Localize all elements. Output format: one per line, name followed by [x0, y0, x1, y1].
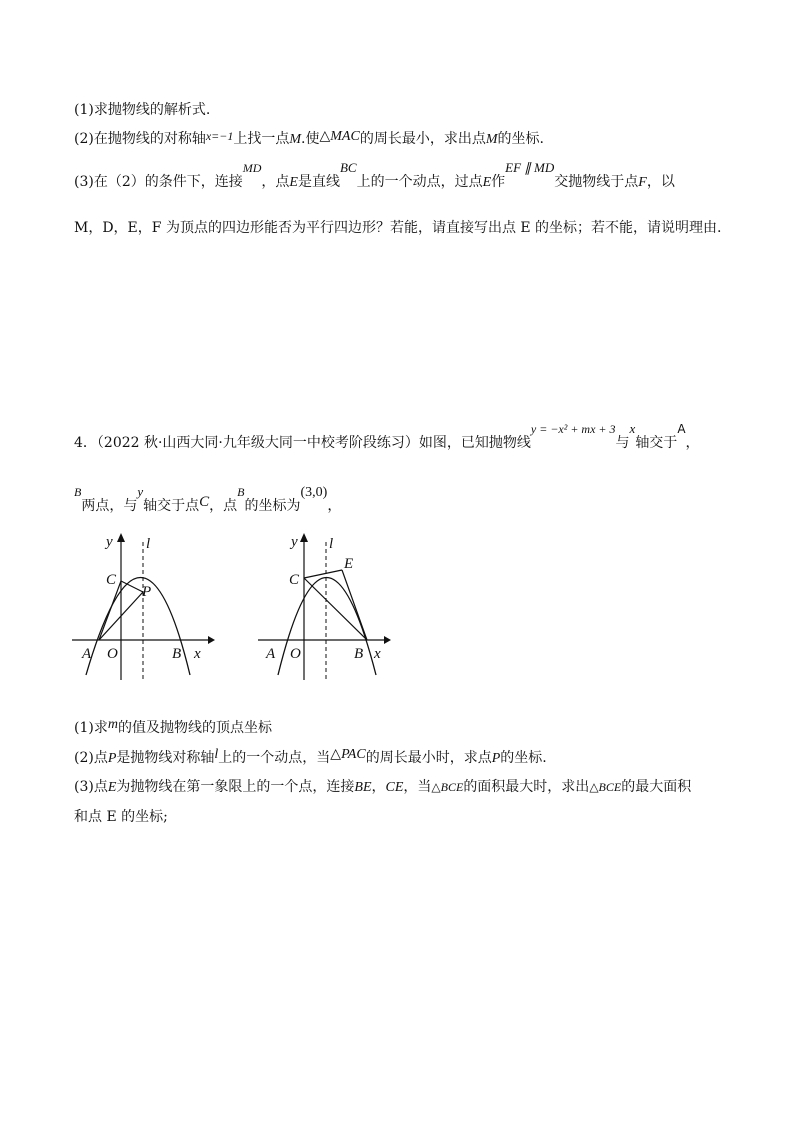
- fig1-label-p: P: [142, 584, 152, 600]
- fig1-label-c: C: [106, 572, 117, 588]
- fig2-x-arrow: [384, 636, 391, 644]
- q3-part3-text-d: 上的一个动点，过点: [356, 174, 483, 190]
- fig1-label-a: A: [82, 646, 92, 662]
- q4-line2-text-c: 轴交于点: [143, 498, 200, 514]
- q3-part2-text-e: 的坐标.: [497, 131, 544, 147]
- q3-part3-text-g: 交抛物线于点: [554, 174, 639, 190]
- q3-part3-line1: [74, 160, 675, 193]
- fig2-segment-ce: [304, 570, 342, 578]
- q4-line2-b2: B: [237, 485, 245, 499]
- q3-part2-text-c: .使: [301, 131, 320, 147]
- figure-1: [68, 530, 218, 680]
- fig1-label-b: B: [172, 646, 182, 662]
- q4-part3-triangle-1: △BCE: [431, 780, 464, 794]
- q3-part3-md: MD: [242, 161, 262, 175]
- q4-header-text-d: ，: [685, 435, 700, 451]
- q4-part1-text-b: 的值及抛物线的顶点坐标: [117, 720, 272, 736]
- q4-part1: [74, 718, 272, 739]
- q4-part3-text-c: ，: [371, 779, 386, 795]
- q4-part1-m: m: [107, 717, 118, 732]
- q3-part3-parallel: EF ∥ MD: [505, 160, 555, 175]
- q3-part2-eq: x=−1: [205, 129, 234, 143]
- fig2-segment-cb: [304, 578, 367, 640]
- q4-part3-ce: CE: [385, 780, 404, 795]
- q4-part2-text-e: 的坐标.: [500, 750, 547, 766]
- q4-line2-text-f: ，: [327, 498, 342, 514]
- q4-part3-text-b: 为抛物线在第一象限上的一个点，连接: [116, 779, 355, 795]
- q3-part2-m2: M: [485, 132, 498, 147]
- q4-part3-triangle-2: △BCE: [589, 780, 622, 794]
- q4-line2-text-a: 两点，与: [81, 498, 138, 514]
- fig1-y-arrow: [117, 533, 125, 542]
- fig2-y-arrow: [300, 533, 308, 542]
- q3-part3-text-c: 是直线: [297, 174, 340, 190]
- q3-part3-e: E: [289, 175, 298, 190]
- q4-line2: [74, 484, 342, 517]
- q4-part2-l: l: [214, 747, 219, 762]
- fig1-x-arrow: [208, 636, 215, 644]
- q3-part3-text-f: 作: [491, 174, 506, 190]
- fig2-label-l: l: [329, 536, 334, 552]
- q4-part3-text-g: 的最大面积: [621, 779, 692, 795]
- fig2-label-o: O: [290, 646, 301, 662]
- q3-part2-text-d: 的周长最小，求出点: [359, 131, 486, 147]
- q4-x-var: x: [629, 421, 636, 436]
- fig1-label-o: O: [107, 646, 118, 662]
- q4-header-text-b: 与: [615, 435, 630, 451]
- q4-point-a: A: [677, 422, 686, 436]
- fig1-label-x: x: [194, 646, 201, 662]
- q4-part3-text-f: 的面积最大时，求出: [463, 779, 590, 795]
- q4-part3-line1: [74, 777, 691, 798]
- q3-part3-line2-text: M，D，E，F 为顶点的四边形能否为平行四边形？若能，请直接写出点 E 的坐标；若不能，请说明理由.: [74, 220, 722, 236]
- fig1-segment-ac: [99, 581, 121, 640]
- q3-part3-text-b: ，点: [261, 174, 290, 190]
- q4-part2-text-c: 上的一个动点，当: [218, 750, 331, 766]
- fig2-label-a: A: [266, 646, 276, 662]
- q3-part3-text-a: (3)在（2）的条件下，连接: [74, 174, 243, 190]
- q3-part2-m: M: [289, 132, 302, 147]
- q4-part2: [74, 748, 547, 769]
- q3-part2: [74, 129, 544, 150]
- figure-2: [254, 530, 404, 680]
- fig2-label-b: B: [354, 646, 364, 662]
- q4-part2-text-a: (2)点: [74, 750, 108, 766]
- q4-part3-be: BE: [354, 780, 372, 795]
- q4-part2-text-d: 的周长最小时，求点: [365, 750, 492, 766]
- q4-header: [74, 421, 700, 453]
- q4-line2-b: B: [74, 485, 82, 499]
- fig2-label-x: x: [374, 646, 381, 662]
- q4-part3-text-d: ，当: [403, 779, 432, 795]
- q4-part2-text-b: 是抛物线对称轴: [116, 750, 215, 766]
- q4-header-text-a: 4．（2022 秋·山西大同·九年级大同一中校考阶段练习）如图，已知抛物线: [74, 435, 531, 451]
- q3-part1: [74, 100, 210, 120]
- fig2-label-e: E: [344, 556, 354, 572]
- q3-part3-line2: [74, 218, 722, 238]
- q3-part2-triangle: △MAC: [319, 129, 360, 144]
- q4-equation: y = −x² + mx + 3: [530, 422, 616, 436]
- q4-line2-y: y: [137, 484, 144, 499]
- q4-header-text-c: 轴交于: [635, 435, 678, 451]
- q3-part3-bc: BC: [339, 160, 357, 175]
- q4-part3-line2: [74, 807, 168, 827]
- q4-part2-p2: P: [491, 751, 501, 766]
- q4-part2-triangle: △PAC: [330, 747, 366, 762]
- fig2-label-y: y: [291, 534, 298, 550]
- fig2-label-c: C: [289, 572, 300, 588]
- q3-part3-e2: E: [482, 175, 492, 190]
- q4-part3-e: E: [107, 780, 117, 795]
- fig2-segment-eb: [342, 570, 367, 640]
- q3-part1-text: (1)求抛物线的解析式.: [74, 102, 211, 118]
- q3-part3-text-h: ，以: [646, 174, 675, 190]
- q4-part3-line2-text: 和点 E 的坐标;: [74, 809, 168, 825]
- q3-part2-text-b: 上找一点: [233, 131, 290, 147]
- q4-part2-p: P: [107, 751, 117, 766]
- q4-line2-text-e: 的坐标为: [244, 498, 301, 514]
- fig1-label-y: y: [106, 534, 113, 550]
- fig1-label-l: l: [146, 536, 151, 552]
- q4-line2-text-d: ，点: [209, 498, 238, 514]
- q4-line2-c: C: [199, 494, 210, 510]
- q3-part3-f: F: [638, 175, 647, 190]
- q4-part3-text-a: (3)点: [74, 779, 108, 795]
- q4-part1-text-a: (1)求: [74, 720, 108, 736]
- q4-line2-coord: (3,0): [300, 485, 328, 500]
- q3-part2-text-a: (2)在抛物线的对称轴: [74, 131, 206, 147]
